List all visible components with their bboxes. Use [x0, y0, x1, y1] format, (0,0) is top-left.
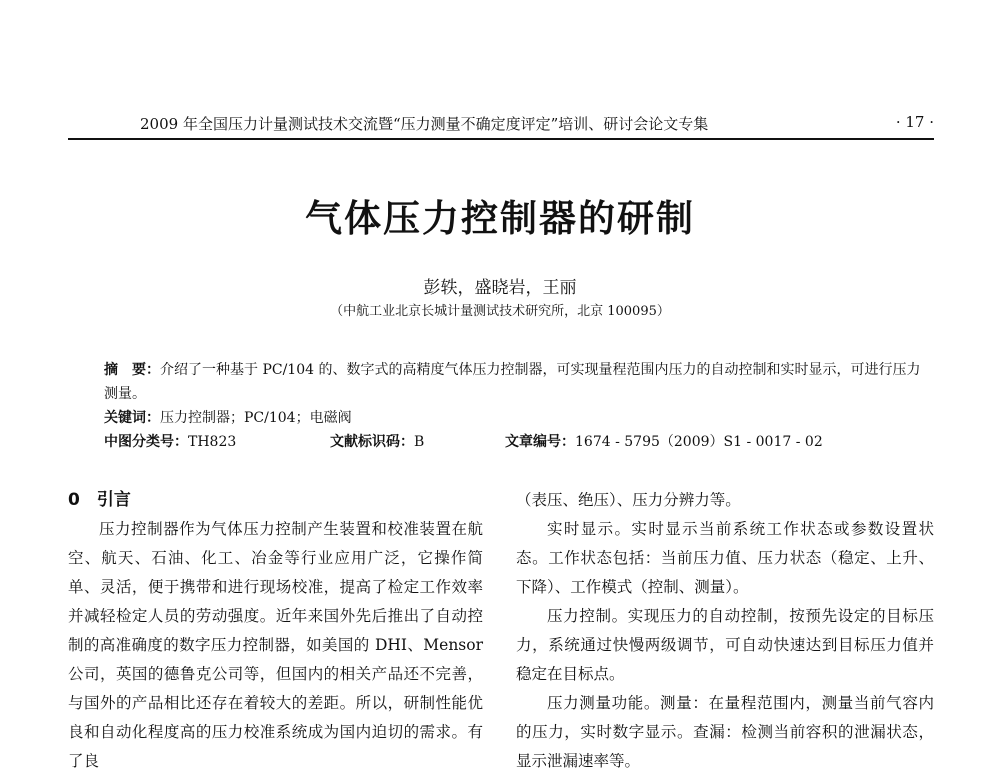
right-paragraph-control: 压力控制。实现压力的自动控制，按预先设定的目标压力，系统通过快慢两级调节，可自动快速达到目标压力值并稳定在目标点。 [516, 607, 934, 683]
article-authors: 彭轶，盛晓岩，王丽 [423, 278, 577, 298]
article-no-label: 文章编号： [505, 434, 575, 450]
right-paragraph-measurement: 压力测量功能。测量：在量程范围内，测量当前气容内的压力，实时数字显示。查漏：检测当前容积的泄漏状态，显示泄漏速率等。 [516, 694, 934, 770]
clc-value: TH823 [188, 434, 237, 450]
running-header-title: 2009 年全国压力计量测试技术交流暨“压力测量不确定度评定”培训、研讨会论文专集 [140, 115, 709, 133]
introduction-paragraph: 压力控制器作为气体压力控制产生装置和校准装置在航空、航天、石油、化工、冶金等行业应用广泛，它操作简单、灵活，便于携带和进行现场校准，提高了检定工作效率并减轻检定人员的劳动强度。近年来国外先后推出了自动控制的高准确度的数字压力控制器，如美国的 DHI、Mensor 公司，英国的德鲁克公司等，但国内的相关产品还不完善，与国外的产品相比还存在着较大的差距。所以，研制性能优良和自动化程度高的压力校准系统成为国内迫切的需求。有了良 [68, 520, 483, 770]
header-rule [68, 138, 934, 140]
page-number: · 17 · [895, 113, 934, 131]
clc-label: 中图分类号： [104, 434, 188, 450]
doc-code-item [330, 430, 424, 454]
article-no-value: 1674 - 5795（2009）S1 - 0017 - 02 [575, 434, 823, 450]
right-paragraph-continued: （表压、绝压）、压力分辨力等。 [516, 491, 741, 509]
doc-code-value: B [414, 434, 425, 450]
article-affiliation: （中航工业北京长城计量测试技术研究所，北京 100095） [330, 304, 670, 319]
left-column [68, 486, 483, 776]
classification-row [68, 430, 934, 454]
abstract-block [68, 358, 934, 454]
clc-item [104, 434, 236, 450]
right-paragraph-display: 实时显示。实时显示当前系统工作状态或参数设置状态。工作状态包括：当前压力值、压力状态（稳定、上升、下降）、工作模式（控制、测量）。 [516, 520, 934, 596]
keywords-label: 关键词： [104, 410, 160, 426]
article-title: 气体压力控制器的研制 [305, 196, 695, 240]
right-column [516, 486, 934, 776]
keywords-line [68, 406, 934, 430]
abstract-label: 摘 要： [104, 362, 160, 378]
abstract-text: 介绍了一种基于 PC/104 的、数字式的高精度气体压力控制器，可实现量程范围内压力的自动控制和实时显示，可进行压力测量。 [104, 362, 921, 402]
article-no-item [505, 430, 823, 454]
abstract-paragraph [68, 358, 934, 406]
doc-code-label: 文献标识码： [330, 434, 414, 450]
keywords-text: 压力控制器；PC/104；电磁阀 [160, 410, 352, 426]
section-heading-introduction: 0 引言 [68, 490, 131, 510]
running-header [68, 113, 934, 137]
